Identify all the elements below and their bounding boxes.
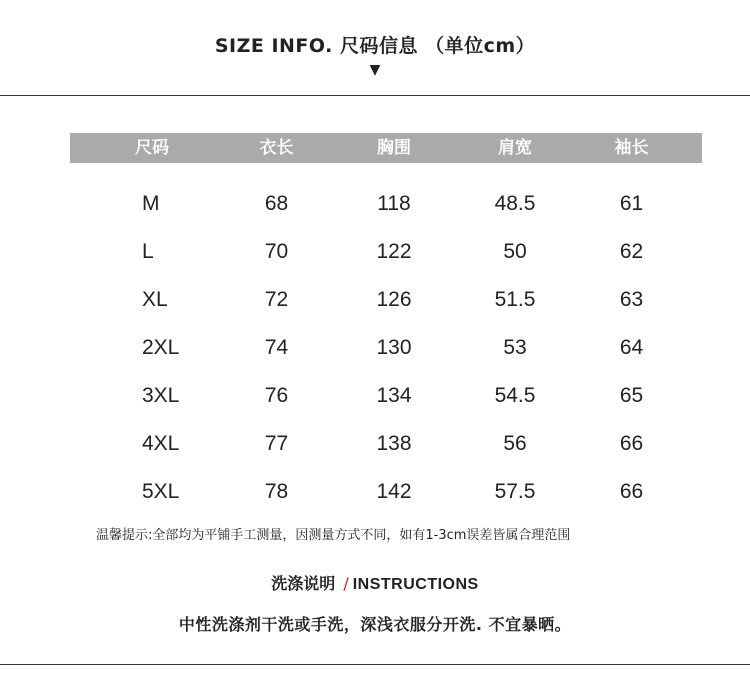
chest-cell: 138 xyxy=(376,432,412,455)
table-row xyxy=(70,229,702,277)
size-cell: 4XL xyxy=(142,432,180,455)
shoulder-cell: 51.5 xyxy=(494,288,536,311)
size-cell: 5XL xyxy=(142,480,180,503)
column-header-size: 尺码 xyxy=(135,138,169,158)
size-cell: M xyxy=(142,192,160,215)
chest-cell: 126 xyxy=(376,288,412,311)
instructions-text: 中性洗涤剂干洗或手洗，深浅衣服分开洗. 不宜暴晒。 xyxy=(178,615,572,634)
sleeve-cell: 61 xyxy=(619,192,644,215)
shoulder-cell: 56 xyxy=(503,432,527,455)
length-cell: 76 xyxy=(264,384,289,407)
length-cell: 77 xyxy=(264,432,289,455)
chest-cell: 118 xyxy=(377,192,411,215)
chest-cell: 142 xyxy=(376,480,412,503)
bottom-divider xyxy=(0,664,750,665)
size-cell: 2XL xyxy=(142,336,180,359)
top-divider xyxy=(0,95,750,96)
table-row xyxy=(70,373,702,421)
shoulder-cell: 54.5 xyxy=(494,384,536,407)
length-cell: 78 xyxy=(264,480,289,503)
shoulder-cell: 53 xyxy=(503,336,527,359)
column-header-shoulder: 肩宽 xyxy=(498,138,532,158)
chest-cell: 122 xyxy=(376,240,412,263)
length-cell: 70 xyxy=(264,240,289,263)
length-cell: 74 xyxy=(264,336,289,359)
sleeve-cell: 66 xyxy=(619,432,644,455)
instructions-title-cn: 洗涤说明 xyxy=(271,574,336,593)
table-row xyxy=(70,277,702,325)
table-row xyxy=(70,469,702,517)
size-table-body xyxy=(70,181,702,517)
down-arrow-icon: ▼ xyxy=(369,62,381,78)
size-cell: L xyxy=(142,240,154,263)
column-header-chest: 胸围 xyxy=(377,138,411,158)
shoulder-cell: 48.5 xyxy=(494,192,536,215)
size-cell: XL xyxy=(142,288,168,311)
shoulder-cell: 50 xyxy=(503,240,527,263)
length-cell: 72 xyxy=(264,288,289,311)
table-row xyxy=(70,325,702,373)
table-row xyxy=(70,421,702,469)
size-cell: 3XL xyxy=(142,384,180,407)
table-row xyxy=(70,181,702,229)
chest-cell: 134 xyxy=(376,384,412,407)
column-header-sleeve: 袖长 xyxy=(614,138,649,158)
instructions-title-en: INSTRUCTIONS xyxy=(352,576,479,593)
sleeve-cell: 64 xyxy=(619,336,644,359)
chest-cell: 130 xyxy=(376,336,412,359)
column-header-length: 衣长 xyxy=(259,138,294,158)
sleeve-cell: 63 xyxy=(619,288,644,311)
shoulder-cell: 57.5 xyxy=(494,480,536,503)
instructions-heading xyxy=(0,571,750,594)
page-title: SIZE INFO. 尺码信息 （单位cm） xyxy=(214,35,536,57)
sleeve-cell: 65 xyxy=(619,384,644,407)
size-table-header xyxy=(70,133,702,163)
sleeve-cell: 66 xyxy=(619,480,644,503)
sleeve-cell: 62 xyxy=(619,240,644,263)
length-cell: 68 xyxy=(264,192,289,215)
slash-divider: / xyxy=(343,574,349,593)
measurement-note: 温馨提示:全部均为平铺手工测量，因测量方式不同，如有1-3cm误差皆属合理范围 xyxy=(96,528,571,543)
